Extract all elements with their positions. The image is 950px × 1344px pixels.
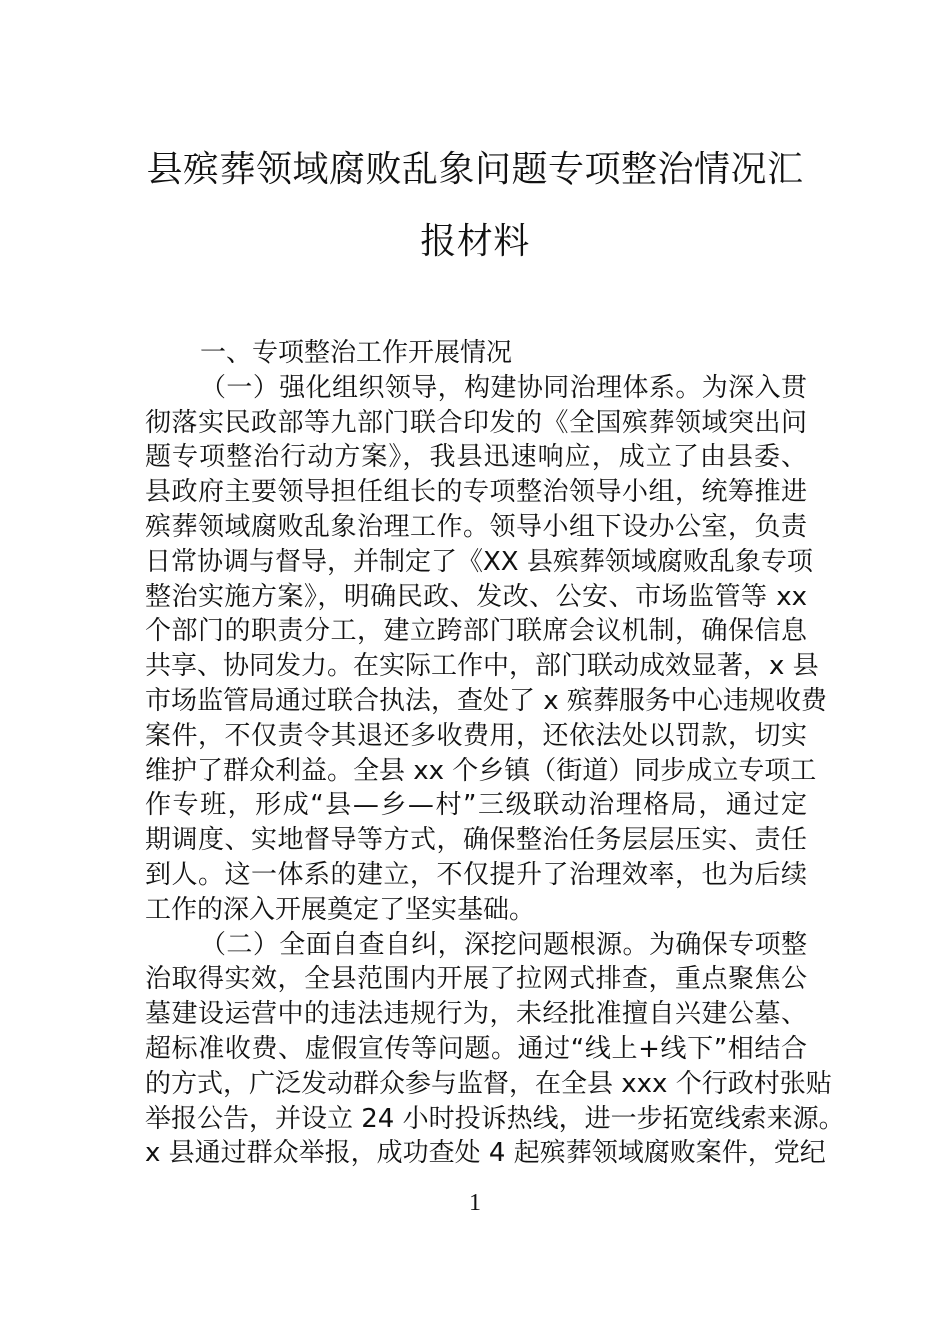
text-line: 到人。这一体系的建立，不仅提升了治理效率，也为后续 bbox=[145, 859, 807, 890]
document-title-line-2: 报材料 bbox=[420, 221, 530, 262]
text-line: 市场监管局通过联合执法，查处了 x 殡葬服务中心违规收费 bbox=[145, 685, 827, 716]
text-line: 日常协调与督导，并制定了《XX 县殡葬领域腐败乱象专项 bbox=[145, 546, 813, 577]
page-number: 1 bbox=[469, 1190, 481, 1216]
section-heading: 一、专项整治工作开展情况 bbox=[200, 338, 513, 368]
text-line: 案件，不仅责令其退还多收费用，还依法处以罚款，切实 bbox=[145, 720, 807, 751]
text-line: 墓建设运营中的违法违规行为，未经批准擅自兴建公墓、 bbox=[145, 999, 807, 1030]
text-line: 县政府主要领导担任组长的专项整治领导小组，统筹推进 bbox=[145, 477, 807, 508]
text-line: 举报公告，并设立 24 小时投诉热线，进一步拓宽线索来源。 bbox=[145, 1103, 845, 1134]
text-line: （一）强化组织领导，构建协同治理体系。为深入贯 bbox=[200, 372, 807, 403]
text-line: 共享、协同发力。在实际工作中，部门联动成效显著，x 县 bbox=[145, 651, 819, 682]
paragraph bbox=[145, 928, 845, 1172]
text-line: 题专项整治行动方案》，我县迅速响应，成立了由县委、 bbox=[145, 442, 807, 473]
text-line: 期调度、实地督导等方式，确保整治任务层层压实、责任 bbox=[145, 825, 807, 856]
text-line: 维护了群众利益。全县 xx 个乡镇（街道）同步成立专项工 bbox=[145, 755, 817, 786]
document-title-line-1: 县殡葬领域腐败乱象问题专项整治情况汇 bbox=[146, 149, 804, 190]
text-line: 作专班，形成“县—乡—村”三级联动治理格局，通过定 bbox=[145, 790, 807, 821]
text-line: 彻落实民政部等九部门联合印发的《全国殡葬领域突出问 bbox=[145, 407, 807, 438]
paragraphs bbox=[145, 371, 845, 1171]
text-line: 的方式，广泛发动群众参与监督，在全县 xxx 个行政村张贴 bbox=[145, 1068, 832, 1099]
text-line: 工作的深入开展奠定了坚实基础。 bbox=[145, 894, 536, 925]
text-line: x 县通过群众举报，成功查处 4 起殡葬领域腐败案件，党纪 bbox=[145, 1138, 826, 1169]
document-body bbox=[145, 336, 845, 1171]
text-line: 超标准收费、虚假宣传等问题。通过“线上+线下”相结合 bbox=[145, 1033, 807, 1064]
text-line: 殡葬领域腐败乱象治理工作。领导小组下设办公室，负责 bbox=[145, 511, 807, 542]
text-line: （二）全面自查自纠，深挖问题根源。为确保专项整 bbox=[200, 929, 807, 960]
text-line: 整治实施方案》，明确民政、发改、公安、市场监管等 xx bbox=[145, 581, 807, 612]
text-line: 治取得实效，全县范围内开展了拉网式排查，重点聚焦公 bbox=[145, 964, 807, 995]
paragraph bbox=[145, 371, 827, 928]
text-line: 个部门的职责分工，建立跨部门联席会议机制，确保信息 bbox=[145, 616, 807, 647]
